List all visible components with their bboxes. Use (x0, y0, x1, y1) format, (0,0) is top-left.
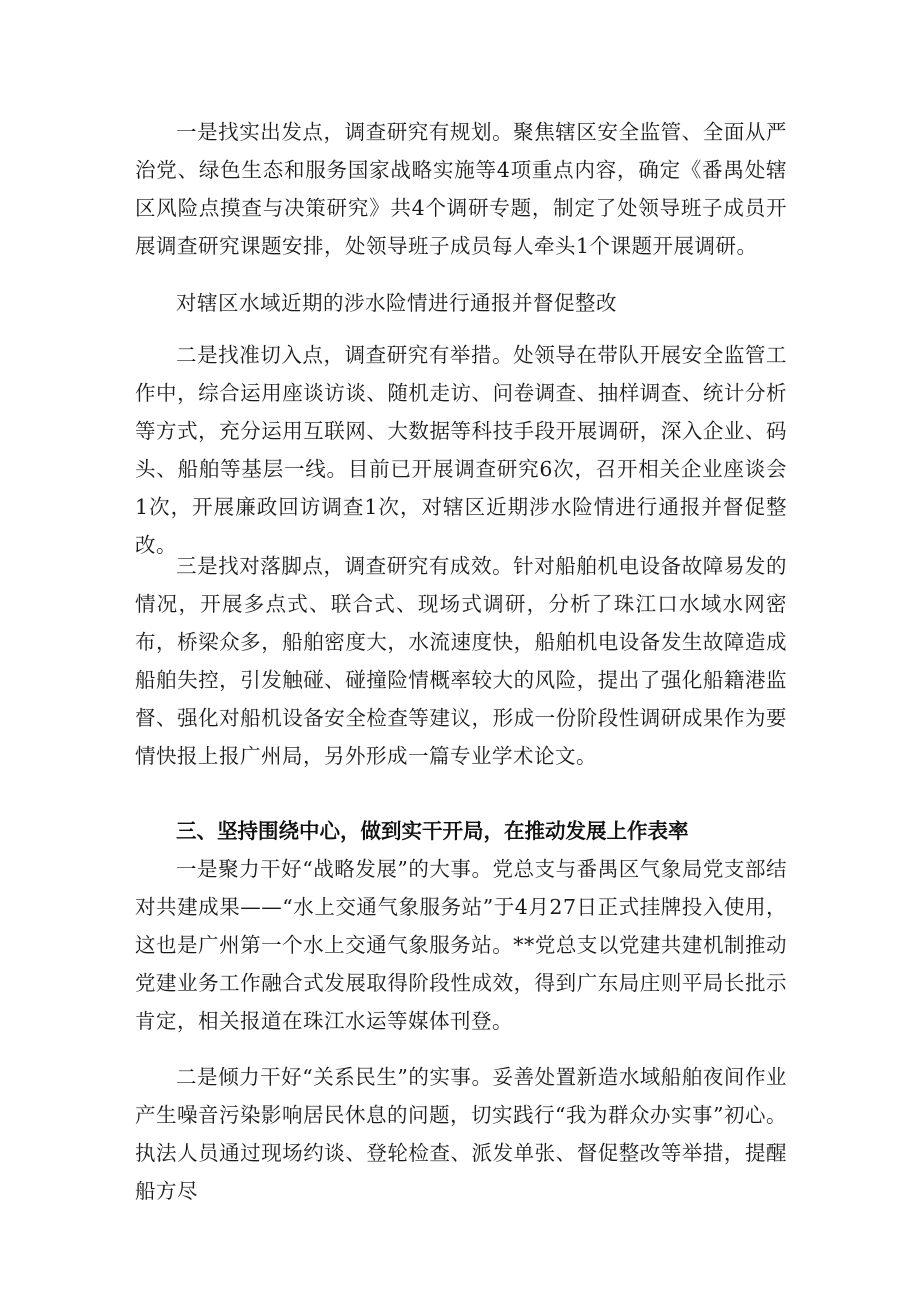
paragraph-strategic-development: 一是聚力干好“战略发展”的大事。党总支与番禺区气象局党支部结对共建成果——“水上交通气象服务站”于4月27日正式挂牌投入使用，这也是广州第一个水上交通气象服务站。**党总支以党建共建机制推动党建业务工作融合式发展取得阶段性成效，得到广东局庄则平局长批示肯定，相关报道在珠江水运等媒体刊登。 (135, 857, 787, 1033)
section-heading: 三、坚持围绕中心，做到实干开局，在推动发展上作表率 (176, 819, 689, 843)
paragraph-people-livelihood: 二是倾力干好“关系民生”的实事。妥善处置新造水域船舶夜间作业产生噪音污染影响居民休息的问题，切实践行“我为群众办实事”初心。执法人员通过现场约谈、登轮检查、派发单张、督促整改等举措，提醒船方尽 (135, 1065, 787, 1203)
paragraph-research-planning: 一是找实出发点，调查研究有规划。聚焦辖区安全监管、全面从严治党、绿色生态和服务国家战略实施等4项重点内容，确定《番禺处辖区风险点摸查与决策研究》共4个调研专题，制定了处领导班子成员开展调查研究课题安排，处领导班子成员每人牵头1个课题开展调研。 (135, 120, 787, 258)
paragraph-notice-line: 对辖区水域近期的涉水险情进行通报并督促整改 (176, 291, 617, 315)
paragraph-research-results: 三是找对落脚点，调查研究有成效。针对船舶机电设备故障易发的情况，开展多点式、联合式、现场式调研，分析了珠江口水域水网密布，桥梁众多，船舶密度大，水流速度快，船舶机电设备发生故障造成船舶失控，引发触碰、碰撞险情概率较大的风险，提出了强化船籍港监督、强化对船机设备安全检查等建议，形成一份阶段性调研成果作为要情快报上报广州局，另外形成一篇专业学术论文。 (135, 554, 787, 768)
paragraph-research-measures: 二是找准切入点，调查研究有举措。处领导在带队开展安全监管工作中，综合运用座谈访谈、随机走访、问卷调查、抽样调查、统计分析等方式，充分运用互联网、大数据等科技手段开展调研，深入企业、码头、船舶等基层一线。目前已开展调查研究6次，召开相关企业座谈会1次，开展廉政回访调查1次，对辖区近期涉水险情进行通报并督促整改。 (135, 343, 787, 557)
